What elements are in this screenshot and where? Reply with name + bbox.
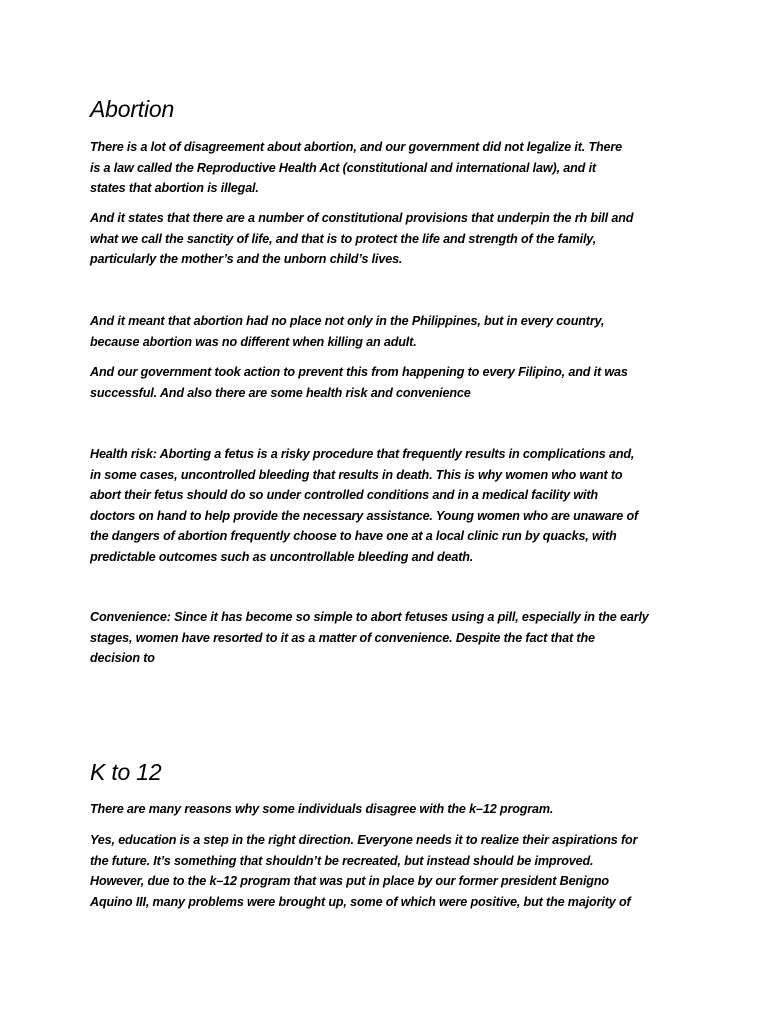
text-line: successful. And also there are some health risk and convenience: [90, 385, 471, 400]
abortion-paragraph-1: [90, 137, 682, 199]
k12-paragraph-2: [90, 830, 682, 912]
text-line: And our government took action to prevent this from happening to every Filipino, and it was: [90, 365, 628, 379]
text-line: decision to: [90, 651, 155, 665]
text-line: the dangers of abortion frequently choose to have one at a local clinic run by quacks, with: [90, 529, 617, 543]
text-line: Yes, education is a step in the right direction. Everyone needs it to realize their aspirations for: [90, 833, 638, 847]
abortion-paragraph-4: [90, 362, 682, 403]
text-line: stages, women have resorted to it as a matter of convenience. Despite the fact that the: [90, 630, 595, 645]
k12-paragraph-1: [90, 799, 682, 820]
text-line: Convenience: Since it has become so simple to abort fetuses using a pill, especially in the early: [90, 610, 649, 624]
convenience-paragraph: [90, 607, 682, 669]
health-risk-paragraph: [90, 444, 682, 567]
text-line: in some cases, uncontrolled bleeding that results in death. This is why women who want to: [90, 467, 623, 482]
abortion-paragraph-2: [90, 208, 682, 270]
text-line: is a law called the Reproductive Health Act (constitutional and international law), and it: [90, 160, 596, 175]
text-line: because abortion was no different when killing an adult.: [90, 334, 417, 349]
section-heading-abortion: Abortion: [90, 96, 175, 122]
section-heading-k-to-12: K to 12: [90, 759, 162, 785]
text-line: And it meant that abortion had no place not only in the Philippines, but in every country,: [90, 314, 605, 328]
text-line: particularly the mother’s and the unborn child’s lives.: [90, 252, 403, 266]
text-line: There is a lot of disagreement about abortion, and our government did not legalize it. There: [90, 140, 622, 154]
abortion-paragraph-3: [90, 311, 682, 352]
text-line: predictable outcomes such as uncontrollable bleeding and death.: [90, 549, 474, 564]
text-line: abort their fetus should do so under controlled conditions and in a medical facility with: [90, 488, 598, 502]
text-line: doctors on hand to help provide the necessary assistance. Young women who are unaware of: [90, 508, 639, 523]
text-line: There are many reasons why some individuals disagree with the k–12 program.: [90, 802, 554, 816]
text-line: And it states that there are a number of constitutional provisions that underpin the rh bill and: [90, 211, 634, 225]
text-line: the future. It’s something that shouldn’t be recreated, but instead should be improved.: [90, 853, 594, 868]
text-line: what we call the sanctity of life, and that is to protect the life and strength of the family,: [90, 231, 597, 246]
text-line: Aquino III, many problems were brought up, some of which were positive, but the majority of: [90, 894, 631, 909]
text-line: However, due to the k–12 program that was put in place by our former president Benigno: [90, 874, 609, 888]
text-line: Health risk: Aborting a fetus is a risky procedure that frequently results in complications and,: [90, 447, 635, 461]
text-line: states that abortion is illegal.: [90, 181, 259, 195]
